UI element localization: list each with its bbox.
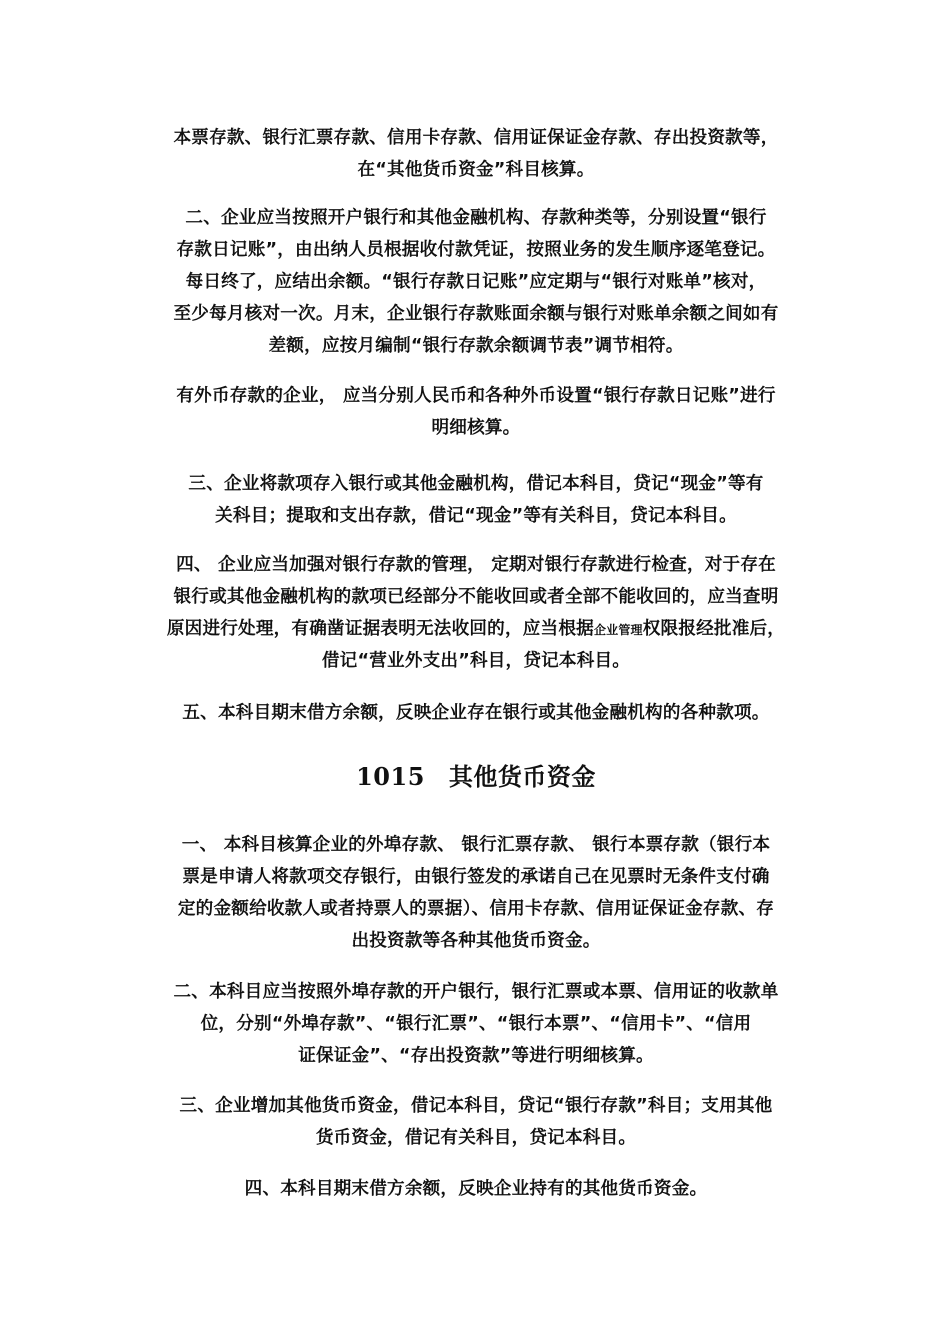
text-line: 本票存款、银行汇票存款、信用卡存款、信用证保证金存款、存出投资款等，	[173, 128, 779, 148]
text-line: 证保证金”、“存出投资款”等进行明细核算。	[298, 1046, 654, 1066]
text-line: 一、 本科目核算企业的外埠存款、 银行汇票存款、 银行本票存款（银行本	[181, 835, 771, 855]
paragraph-deposit-entries	[140, 468, 812, 532]
paragraph-deposit-journal	[140, 202, 812, 362]
text-line: 四、本科目期末借方余额，反映企业持有的其他货币资金。	[244, 1179, 708, 1199]
text-line: 银行或其他金融机构的款项已经部分不能收回或者全部不能收回的，应当查明	[173, 587, 779, 607]
text-line: 差额，应按月编制“银行存款余额调节表”调节相符。	[268, 336, 684, 356]
text-line	[140, 613, 812, 645]
text-line: 出投资款等各种其他货币资金。	[351, 931, 601, 951]
text-line: 关科目；提取和支出存款，借记“现金”等有关科目，贷记本科目。	[215, 506, 737, 526]
text-line: 四、 企业应当加强对银行存款的管理， 定期对银行存款进行检查，对于存在	[176, 555, 776, 575]
paragraph-other-funds-detail	[140, 976, 812, 1072]
text-segment: 权限报经批准后，	[642, 619, 786, 639]
text-line: 五、本科目期末借方余额，反映企业存在银行或其他金融机构的各种款项。	[182, 703, 770, 723]
paragraph-deposit-balance	[140, 697, 812, 729]
text-line: 三、企业增加其他货币资金，借记本科目，贷记“银行存款”科目；支用其他	[179, 1096, 773, 1116]
text-line: 至少每月核对一次。月末，企业银行存款账面余额与银行对账单余额之间如有	[173, 304, 779, 324]
section-code: 1015	[356, 762, 425, 791]
paragraph-other-funds-balance	[140, 1173, 812, 1205]
text-line: 位，分别“外埠存款”、“银行汇票”、“银行本票”、“信用卡”、“信用	[200, 1014, 752, 1034]
text-line: 货币资金，借记有关科目，贷记本科目。	[315, 1128, 637, 1148]
text-line: 有外币存款的企业， 应当分别人民币和各种外币设置“银行存款日记账”进行	[176, 386, 776, 406]
text-line: 借记“营业外支出”科目，贷记本科目。	[321, 651, 631, 671]
inline-small-text: 企业管理	[593, 623, 643, 637]
paragraph-other-funds-entries	[140, 1090, 812, 1154]
text-line: 在“其他货币资金”科目核算。	[357, 160, 595, 180]
paragraph-deposit-management	[140, 549, 812, 677]
text-segment: 原因进行处理，有确凿证据表明无法收回的，应当根据	[166, 619, 594, 639]
text-line: 每日终了，应结出余额。“银行存款日记账”应定期与“银行对账单”核对，	[185, 272, 767, 292]
text-line: 二、本科目应当按照外埠存款的开户银行，银行汇票或本票、信用证的收款单	[173, 982, 779, 1002]
text-line: 三、企业将款项存入银行或其他金融机构，借记本科目，贷记“现金”等有	[188, 474, 764, 494]
paragraph-foreign-currency	[140, 380, 812, 444]
text-line: 二、企业应当按照开户银行和其他金融机构、存款种类等，分别设置“银行	[185, 208, 767, 228]
text-line: 明细核算。	[431, 418, 521, 438]
text-line: 定的金额给收款人或者持票人的票据）、信用卡存款、信用证保证金存款、存	[177, 899, 775, 919]
text-line: 票是申请人将款项交存银行，由银行签发的承诺自己在见票时无条件支付确	[182, 867, 770, 887]
text-line: 存款日记账”，由出纳人员根据收付款凭证，按照业务的发生顺序逐笔登记。	[176, 240, 776, 260]
section-title: 其他货币资金	[448, 762, 596, 791]
section-heading	[140, 757, 812, 797]
paragraph-deposit-scope-continued	[140, 122, 812, 186]
paragraph-other-funds-scope	[140, 829, 812, 957]
